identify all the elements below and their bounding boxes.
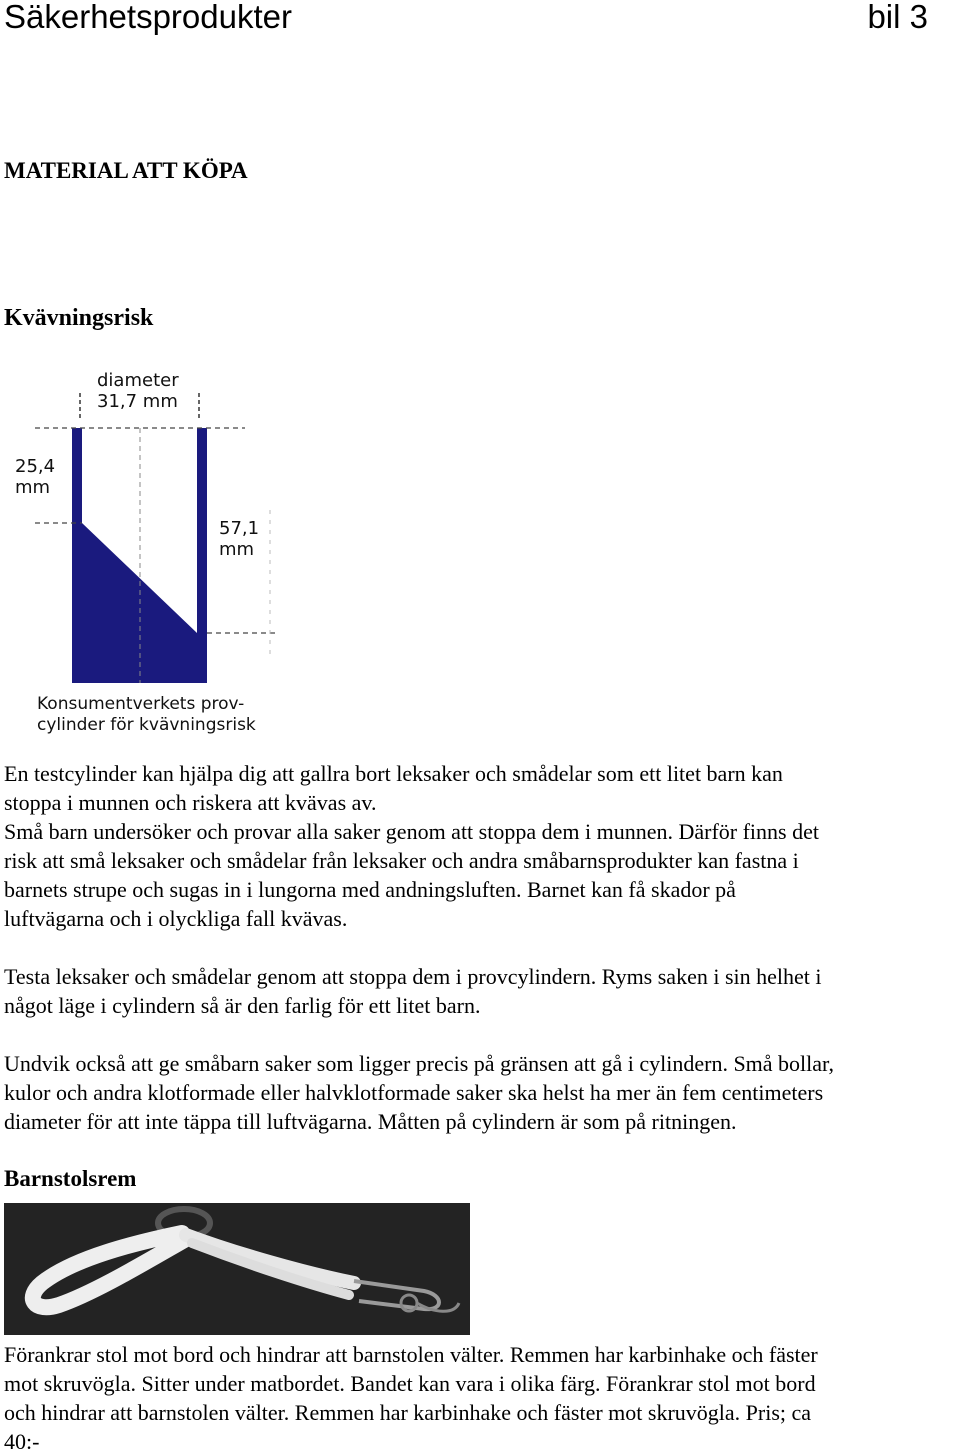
height-left-label: 25,4 mm [15,456,56,498]
diagram-caption: Konsumentverkets prov- cylinder för kvävningsrisk [37,694,256,735]
paragraph-strap: Förankrar stol mot bord och hindrar att barnstolen välter. Remmen har karbinhake och fäster mot skruvögla. Sitter under matbordet. Bandet kan vara i olika färg. Förankrar stol mot bord och hindrar att barnstolen välter. Remmen har karbinhake och fäster mot skruvögla. Pris; ca 40:- [4,1342,818,1454]
section-heading-choking: Kvävningsrisk [4,305,154,331]
document-title: Säkerhetsprodukter [4,0,292,35]
height-right-label: 57,1 mm [219,518,260,560]
paragraph-test: Testa leksaker och smådelar genom att stoppa dem i provcylindern. Ryms saken i sin helhet i något läge i cylindern så är den farlig för ett litet barn. [4,964,822,1018]
paragraph-intro: En testcylinder kan hjälpa dig att gallra bort leksaker och smådelar som ett litet barn kan stoppa i munnen och riskera att kvävas av. Små barn undersöker och provar alla saker genom att stoppa dem i munnen. Därför finns det risk att små leksaker och smådelar från leksaker och andra småbarnsprodukter kan fastna i barnets strupe och sugas in i lungorna med andningsluften. Barnet kan få skador på luftvägarna och i olyckliga fall kvävas. [4,761,819,931]
strap-photo [4,1203,470,1335]
choking-cylinder-diagram [0,360,290,745]
section-heading-strap: Barnstolsrem [4,1166,137,1191]
paragraph-avoid: Undvik också att ge småbarn saker som ligger precis på gränsen att gå i cylindern. Små bollar, kulor och andra klotformade eller halvklotformade saker ska helst ha mer än fem centimeters diameter för att inte täppa till luftvägarna. Måtten på cylindern är som på ritningen. [4,1051,834,1134]
page-label: bil 3 [867,0,928,35]
section-heading-material: MATERIAL ATT KÖPA [4,158,248,183]
strap-image [4,1203,470,1335]
diameter-label: diameter 31,7 mm [97,370,179,412]
page-header [4,0,928,40]
